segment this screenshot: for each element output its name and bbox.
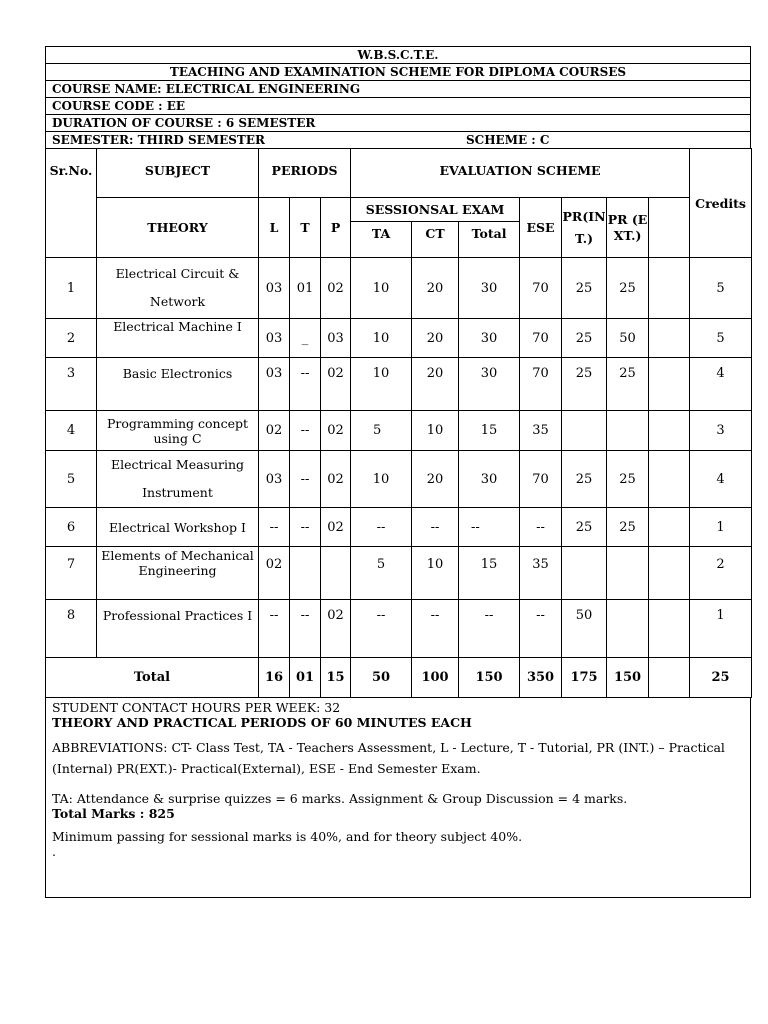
pr-ext-cell: 25 <box>607 451 649 508</box>
sr-no-cell: 4 <box>46 411 97 451</box>
periods-note: THEORY AND PRACTICAL PERIODS OF 60 MINUTES EACH <box>52 715 472 730</box>
blank-cell <box>649 258 690 319</box>
p-cell: 02 <box>321 258 351 319</box>
sr-no-cell: 8 <box>46 600 97 658</box>
total-ct: 100 <box>412 658 459 698</box>
ta-cell: -- <box>351 600 412 658</box>
ct-cell: 10 <box>412 547 459 600</box>
ese-cell: -- <box>520 600 562 658</box>
subject-cell: Professional Practices I <box>97 600 259 658</box>
blank-cell <box>649 358 690 411</box>
ese-cell: 70 <box>520 451 562 508</box>
subject-cell: Basic Electronics <box>97 358 259 411</box>
subject-cell: Programming concept using C <box>97 411 259 451</box>
pr-ext-cell: 25 <box>607 508 649 547</box>
total-sessional: 150 <box>459 658 520 698</box>
total-cell: 15 <box>459 411 520 451</box>
total-l: 16 <box>259 658 290 698</box>
ct-cell: 20 <box>412 451 459 508</box>
l-cell: 03 <box>259 358 290 411</box>
credits-cell: 5 <box>690 319 752 358</box>
total-t: 01 <box>290 658 321 698</box>
l-cell: -- <box>259 508 290 547</box>
sr-no-cell: 7 <box>46 547 97 600</box>
t-cell <box>290 547 321 600</box>
scheme-table <box>45 148 752 698</box>
sr-no-cell: 3 <box>46 358 97 411</box>
scheme-document <box>45 46 751 898</box>
pr-ext-cell: 25 <box>607 258 649 319</box>
pr-int-cell: 25 <box>562 258 607 319</box>
credits-cell: 1 <box>690 508 752 547</box>
p-cell <box>321 547 351 600</box>
notes-section <box>45 698 751 898</box>
totals-label: Total <box>46 658 259 698</box>
table-row <box>46 451 752 508</box>
org-title: W.B.S.C.T.E. <box>45 46 751 63</box>
pr-int-cell: 25 <box>562 358 607 411</box>
p-header: P <box>321 198 351 258</box>
pr-ext-header: PR (EXT.) <box>607 198 649 258</box>
pr-int-cell: 50 <box>562 600 607 658</box>
pr-int-cell <box>562 411 607 451</box>
blank-cell <box>649 411 690 451</box>
ta-cell: 10 <box>351 258 412 319</box>
ta-header: TA <box>351 222 412 258</box>
credits-cell: 4 <box>690 451 752 508</box>
t-cell: -- <box>290 451 321 508</box>
ese-header: ESE <box>520 198 562 258</box>
table-row <box>46 319 752 358</box>
blank-cell <box>649 600 690 658</box>
l-cell: 03 <box>259 258 290 319</box>
ta-cell: 10 <box>351 319 412 358</box>
total-header: Total <box>459 222 520 258</box>
l-cell: -- <box>259 600 290 658</box>
total-cell: 15 <box>459 547 520 600</box>
ta-cell: -- <box>351 508 412 547</box>
subject-cell: Elements of Mechanical Engineering <box>97 547 259 600</box>
table-row <box>46 547 752 600</box>
table-row <box>46 508 752 547</box>
pr-ext-cell <box>607 547 649 600</box>
total-pr-ext: 150 <box>607 658 649 698</box>
p-cell: 02 <box>321 508 351 547</box>
ta-cell: 10 <box>351 451 412 508</box>
t-cell: -- <box>290 600 321 658</box>
total-ese: 350 <box>520 658 562 698</box>
t-cell: 01 <box>290 258 321 319</box>
t-cell: -- <box>290 508 321 547</box>
ct-cell: -- <box>412 508 459 547</box>
total-cell: 30 <box>459 319 520 358</box>
p-cell: 02 <box>321 411 351 451</box>
course-name: COURSE NAME: ELECTRICAL ENGINEERING <box>45 80 751 97</box>
sr-no-cell: 6 <box>46 508 97 547</box>
l-cell: 02 <box>259 547 290 600</box>
ese-cell: 35 <box>520 547 562 600</box>
ct-cell: 10 <box>412 411 459 451</box>
sessional-header: SESSIONSAL EXAM <box>351 198 520 222</box>
total-p: 15 <box>321 658 351 698</box>
pr-int-cell: 25 <box>562 451 607 508</box>
pr-ext-cell <box>607 600 649 658</box>
t-cell: -- <box>290 411 321 451</box>
pr-ext-cell: 50 <box>607 319 649 358</box>
sr-no-cell: 5 <box>46 451 97 508</box>
p-cell: 02 <box>321 600 351 658</box>
pr-int-cell: 25 <box>562 319 607 358</box>
p-cell: 02 <box>321 358 351 411</box>
subject-cell: Electrical Machine I <box>97 319 259 358</box>
l-cell: 03 <box>259 319 290 358</box>
total-cell: 30 <box>459 358 520 411</box>
subject-cell: Electrical Workshop I <box>97 508 259 547</box>
table-row <box>46 600 752 658</box>
blank-cell <box>649 319 690 358</box>
passing-note: Minimum passing for sessional marks is 40%, and for theory subject 40%. <box>52 829 523 844</box>
table-row <box>46 411 752 451</box>
total-pr-int: 175 <box>562 658 607 698</box>
pr-int-cell: 25 <box>562 508 607 547</box>
credits-cell: 2 <box>690 547 752 600</box>
total-cell: 30 <box>459 258 520 319</box>
total-marks: Total Marks : 825 <box>52 806 175 821</box>
total-cell: -- <box>459 508 520 547</box>
t-cell: -- <box>290 358 321 411</box>
total-cell: 30 <box>459 451 520 508</box>
credits-cell: 3 <box>690 411 752 451</box>
course-code: COURSE CODE : EE <box>45 97 751 114</box>
pr-int-header: PR(INT.) <box>562 198 607 258</box>
ct-cell: 20 <box>412 358 459 411</box>
ta-cell: 5 <box>351 411 412 451</box>
ese-cell: -- <box>520 508 562 547</box>
l-cell: 03 <box>259 451 290 508</box>
ese-cell: 70 <box>520 319 562 358</box>
semester-label: SEMESTER: THIRD SEMESTER <box>52 133 265 147</box>
p-cell: 02 <box>321 451 351 508</box>
pr-int-cell <box>562 547 607 600</box>
credits-cell: 4 <box>690 358 752 411</box>
credits-cell: 1 <box>690 600 752 658</box>
ese-cell: 35 <box>520 411 562 451</box>
p-cell: 03 <box>321 319 351 358</box>
ct-cell: 20 <box>412 258 459 319</box>
sr-no-header: Sr.No. <box>46 149 97 258</box>
contact-hours: STUDENT CONTACT HOURS PER WEEK: 32 <box>52 700 341 715</box>
ta-cell: 10 <box>351 358 412 411</box>
total-ta: 50 <box>351 658 412 698</box>
blank-cell <box>649 451 690 508</box>
ta-cell: 5 <box>351 547 412 600</box>
blank-header-cell <box>649 198 690 258</box>
subject-header: SUBJECT <box>97 149 259 198</box>
credits-cell: 5 <box>690 258 752 319</box>
sr-no-cell: 2 <box>46 319 97 358</box>
ct-header: CT <box>412 222 459 258</box>
theory-header: THEORY <box>97 198 259 258</box>
scheme-label: SCHEME : C <box>466 133 550 147</box>
total-credits: 25 <box>690 658 752 698</box>
total-cell: -- <box>459 600 520 658</box>
sr-no-cell: 1 <box>46 258 97 319</box>
l-header: L <box>259 198 290 258</box>
evaluation-header: EVALUATION SCHEME <box>351 149 690 198</box>
ese-cell: 70 <box>520 258 562 319</box>
scheme-title: TEACHING AND EXAMINATION SCHEME FOR DIPLOMA COURSES <box>45 63 751 80</box>
table-row <box>46 258 752 319</box>
ct-cell: 20 <box>412 319 459 358</box>
l-cell: 02 <box>259 411 290 451</box>
blank-cell <box>649 508 690 547</box>
header-row-2 <box>46 198 752 222</box>
abbreviations-note: ABBREVIATIONS: CT- Class Test, TA - Teachers Assessment, L - Lecture, T - Tutorial, PR (INT.) – Practical (Internal) PR(EXT.)- Practical(External), ESE - End Semester Exam. <box>52 740 725 776</box>
semester-row <box>45 131 751 148</box>
credits-header: Credits <box>690 149 752 258</box>
ta-note: TA: Attendance & surprise quizzes = 6 marks. Assignment & Group Discussion = 4 marks. <box>52 791 628 806</box>
t-cell: _ <box>290 319 321 358</box>
ese-cell: 70 <box>520 358 562 411</box>
table-row <box>46 358 752 411</box>
subject-cell: Electrical Measuring Instrument <box>97 451 259 508</box>
pr-ext-cell: 25 <box>607 358 649 411</box>
t-header: T <box>290 198 321 258</box>
blank-cell <box>649 658 690 698</box>
totals-row <box>46 658 752 698</box>
blank-cell <box>649 547 690 600</box>
course-duration: DURATION OF COURSE : 6 SEMESTER <box>45 114 751 131</box>
periods-header: PERIODS <box>259 149 351 198</box>
pr-ext-cell <box>607 411 649 451</box>
header-row-1 <box>46 149 752 198</box>
subject-cell: Electrical Circuit & Network <box>97 258 259 319</box>
trailing-dot: . <box>52 844 56 859</box>
ct-cell: -- <box>412 600 459 658</box>
